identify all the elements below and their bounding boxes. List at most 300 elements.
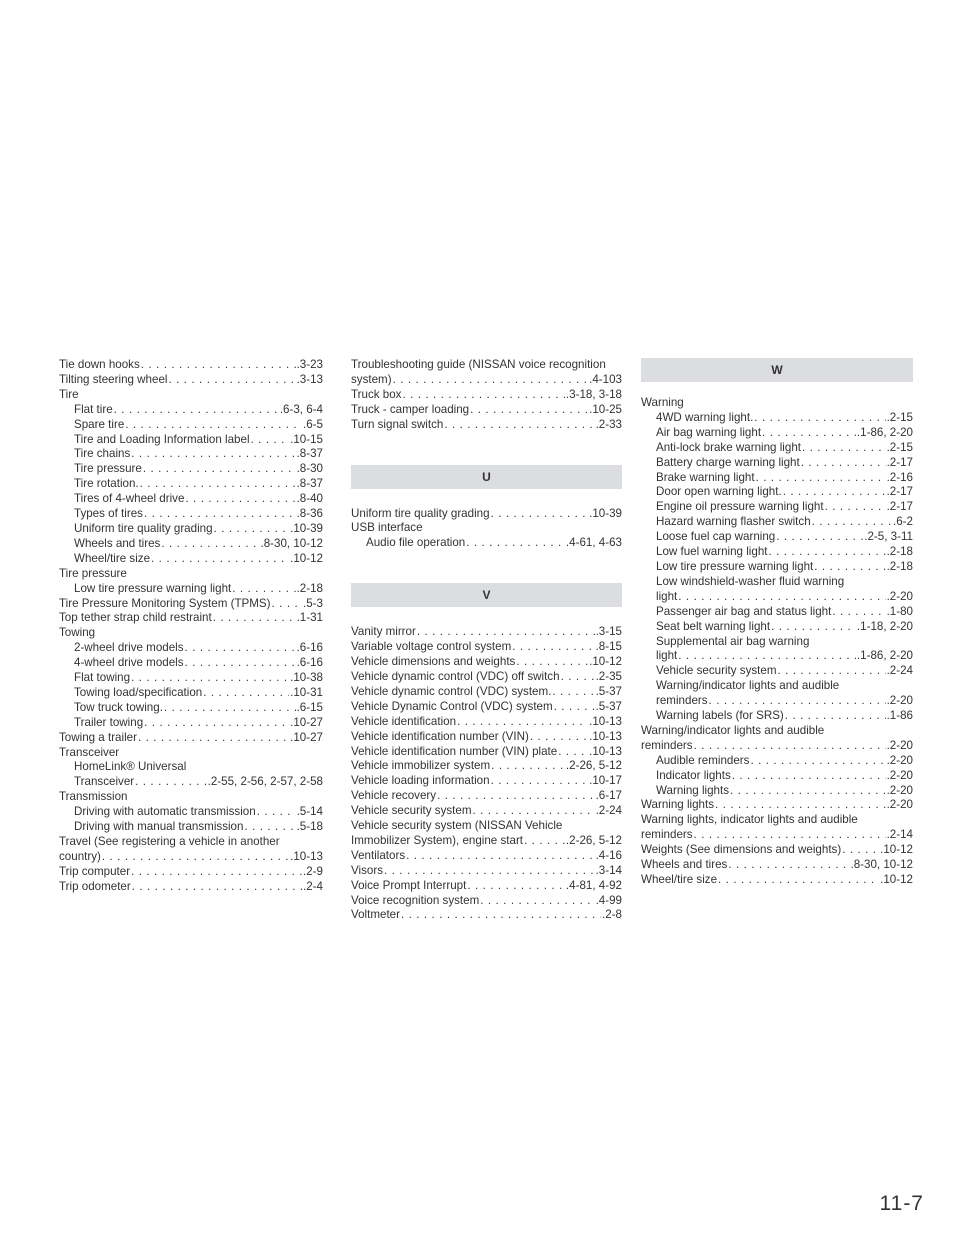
entry-term: Wheels and tires xyxy=(74,536,161,550)
entry-page-ref: .6-17 xyxy=(595,789,622,803)
entry-term: Flat towing xyxy=(74,671,131,685)
entry-term: Tires of 4-wheel drive xyxy=(74,492,185,506)
index-subentry xyxy=(59,686,323,701)
dot-leader xyxy=(131,671,289,686)
entry-term: Tire Pressure Monitoring System (TPMS) xyxy=(59,596,271,610)
entry-term: reminders xyxy=(641,828,693,842)
entry-page-ref: .3-23 xyxy=(296,358,323,371)
entry-page-ref: .3-18, 3-18 xyxy=(565,387,622,401)
dot-leader xyxy=(756,471,886,486)
index-entry xyxy=(351,388,622,403)
index-entry-heading: Travel (See registering a vehicle in another xyxy=(59,835,280,848)
section-header: W xyxy=(641,358,913,382)
index-entry xyxy=(641,828,913,843)
index-subentry xyxy=(59,507,323,522)
index-column-3 xyxy=(641,358,913,888)
entry-term: Vehicle dimensions and weights xyxy=(351,655,516,669)
entry-page-ref: .5-37 xyxy=(595,684,622,698)
dot-leader xyxy=(272,597,302,612)
entry-term: Vehicle identification number (VIN) xyxy=(351,729,529,743)
entry-term: Truck box xyxy=(351,387,402,401)
dot-leader xyxy=(244,820,295,835)
entry-page-ref: .2-33 xyxy=(595,417,622,431)
index-subentry xyxy=(641,560,913,575)
entry-term: Seat belt warning light xyxy=(656,619,771,633)
index-subentry xyxy=(59,701,323,716)
dot-leader xyxy=(135,775,206,790)
entry-term: system) xyxy=(351,372,392,386)
entry-term: Vehicle dynamic control (VDC) system. xyxy=(351,684,552,698)
entry-page-ref: .3-14 xyxy=(595,863,622,877)
section-header: V xyxy=(351,583,622,607)
dot-leader xyxy=(444,418,594,433)
entry-term: Audible reminders xyxy=(656,753,750,767)
dot-leader xyxy=(384,864,595,879)
index-subentry xyxy=(59,582,323,597)
entry-page-ref: .4-103 xyxy=(589,372,622,386)
entry-term: Anti-lock brake warning light xyxy=(656,440,801,454)
entry-page-ref: .2-15 xyxy=(886,440,913,454)
entry-page-ref: .2-5, 3-11 xyxy=(864,530,913,544)
dot-leader xyxy=(470,403,588,418)
entry-term: Vehicle immobilizer system xyxy=(351,759,491,773)
entry-page-ref: .10-39 xyxy=(589,506,622,520)
dot-leader xyxy=(530,730,588,745)
dot-leader xyxy=(694,828,886,843)
dot-leader xyxy=(232,582,295,597)
dot-leader xyxy=(678,649,856,664)
index-subentry xyxy=(59,641,323,656)
dot-leader xyxy=(168,373,295,388)
entry-page-ref: .2-17 xyxy=(886,485,913,499)
index-subentry xyxy=(641,426,913,441)
entry-term: Weights (See dimensions and weights) xyxy=(641,843,842,857)
entry-term: Indicator lights xyxy=(656,768,731,782)
entry-page-ref: .2-24 xyxy=(595,804,622,818)
dot-leader xyxy=(143,462,296,477)
entry-page-ref: .2-18 xyxy=(886,559,913,573)
entry-term: Ventilators xyxy=(351,848,406,862)
index-entry-heading: Warning xyxy=(641,396,684,409)
entry-page-ref: .2-20 xyxy=(886,694,913,708)
entry-page-ref: .2-20 xyxy=(886,738,913,752)
entry-term: Loose fuel cap warning xyxy=(656,530,776,544)
index-subentry xyxy=(59,775,323,790)
entry-term: Low tire pressure warning light xyxy=(656,559,814,573)
dot-leader xyxy=(125,418,302,433)
entry-term: Uniform tire quality grading xyxy=(74,521,213,535)
index-entry xyxy=(351,625,622,640)
page-number: 11-7 xyxy=(879,1192,924,1215)
index-subentry xyxy=(641,620,913,635)
index-subentry xyxy=(59,433,323,448)
dot-leader xyxy=(750,754,885,769)
index-entry xyxy=(351,745,622,760)
entry-term: light xyxy=(656,589,678,603)
entry-page-ref: .1-80 xyxy=(886,604,913,618)
entry-page-ref: .1-86, 2-20 xyxy=(856,649,913,663)
entry-term: Tire pressure xyxy=(74,462,142,476)
dot-leader xyxy=(491,759,565,774)
entry-page-ref: .3-13 xyxy=(296,372,323,386)
index-entry xyxy=(59,865,323,880)
entry-term: reminders xyxy=(641,738,693,752)
index-subentry xyxy=(641,664,913,679)
entry-term: Low tire pressure warning light xyxy=(74,581,232,595)
index-subentry xyxy=(59,820,323,835)
index-entry xyxy=(59,850,323,865)
entry-term: Towing a trailer xyxy=(59,730,137,744)
entry-term: Voice Prompt Interrupt xyxy=(351,878,467,892)
entry-page-ref: .2-18 xyxy=(296,581,323,595)
index-subentry xyxy=(59,492,323,507)
entry-page-ref: .10-17 xyxy=(589,774,622,788)
entry-term: Vehicle recovery xyxy=(351,789,437,803)
index-entry xyxy=(351,849,622,864)
dot-leader xyxy=(783,485,886,500)
entry-page-ref: .1-18, 2-20 xyxy=(856,619,913,633)
index-entry xyxy=(641,739,913,754)
index-subentry xyxy=(59,462,323,477)
index-subentry xyxy=(641,694,913,709)
index-entry xyxy=(351,894,622,909)
dot-leader xyxy=(138,731,289,746)
dot-leader xyxy=(437,789,595,804)
index-entry-heading: Towing xyxy=(59,626,96,640)
entry-page-ref: .4-16 xyxy=(595,848,622,862)
index-column-1 xyxy=(59,358,323,895)
index-subentry xyxy=(641,471,913,486)
index-subentry xyxy=(641,545,913,560)
dot-leader xyxy=(732,769,886,784)
entry-page-ref: .6-2 xyxy=(893,515,913,529)
index-entry-heading: Tire pressure xyxy=(59,566,127,580)
index-entry xyxy=(351,774,622,789)
entry-page-ref: .10-39 xyxy=(290,521,323,535)
entry-page-ref: .2-24 xyxy=(886,664,913,678)
dot-leader xyxy=(842,843,879,858)
dot-leader xyxy=(114,403,279,418)
entry-term: Top tether strap child restraint xyxy=(59,611,212,625)
entry-term: Immobilizer System), engine start xyxy=(351,833,524,847)
dot-leader xyxy=(825,500,886,515)
dot-leader xyxy=(771,620,856,635)
dot-leader xyxy=(754,411,885,426)
dot-leader xyxy=(709,694,886,709)
index-subentry xyxy=(59,671,323,686)
index-entry-heading: Warning lights, indicator lights and audible xyxy=(641,813,858,827)
entry-term: Battery charge warning light xyxy=(656,455,800,469)
entry-page-ref: .2-20 xyxy=(886,768,913,782)
dot-leader xyxy=(561,670,595,685)
dot-leader xyxy=(141,358,296,373)
entry-term: Warning lights xyxy=(641,798,715,812)
index-entry xyxy=(641,873,913,888)
entry-page-ref: .10-12 xyxy=(589,655,622,669)
dot-leader xyxy=(554,700,595,715)
entry-term: Low fuel warning light xyxy=(656,545,768,559)
index-subentry-heading: Low windshield-washer fluid warning xyxy=(656,574,845,588)
entry-term: Passenger air bag and status light xyxy=(656,604,832,618)
index-entry xyxy=(59,597,323,612)
entry-term: Hazard warning flasher switch xyxy=(656,515,811,529)
dot-leader xyxy=(473,804,595,819)
index-entry xyxy=(351,418,622,433)
dot-leader xyxy=(491,507,589,522)
entry-page-ref: .8-36 xyxy=(296,507,323,521)
entry-term: 2-wheel drive models xyxy=(74,641,184,655)
entry-term: Vehicle identification number (VIN) plate xyxy=(351,744,558,758)
entry-page-ref: .2-16 xyxy=(886,470,913,484)
index-subentry xyxy=(351,536,622,551)
index-subentry xyxy=(59,552,323,567)
index-entry-heading: Tire xyxy=(59,387,79,401)
entry-page-ref: .10-27 xyxy=(290,730,323,744)
entry-term: Warning labels (for SRS) xyxy=(656,709,784,723)
dot-leader xyxy=(762,426,856,441)
entry-term: Vehicle security system xyxy=(351,804,472,818)
entry-page-ref: .8-30 xyxy=(296,462,323,476)
entry-term: Tire chains xyxy=(74,447,131,461)
entry-page-ref: .1-86 xyxy=(886,709,913,723)
entry-term: reminders xyxy=(656,694,708,708)
dot-leader xyxy=(144,716,289,731)
index-entry xyxy=(351,670,622,685)
dot-leader xyxy=(164,701,296,716)
dot-leader xyxy=(778,664,886,679)
dot-leader xyxy=(524,834,565,849)
index-subentry xyxy=(641,769,913,784)
entry-page-ref: .8-37 xyxy=(296,447,323,461)
entry-term: Tire and Loading Information label xyxy=(74,432,250,446)
index-entry-heading: Troubleshooting guide (NISSAN voice recognition xyxy=(351,358,606,371)
dot-leader xyxy=(140,477,296,492)
dot-leader xyxy=(785,709,886,724)
entry-term: Truck - camper loading xyxy=(351,402,470,416)
dot-leader xyxy=(257,805,296,820)
entry-term: Vehicle security system xyxy=(656,664,777,678)
entry-term: Transceiver xyxy=(74,775,135,789)
entry-page-ref: .1-86, 2-20 xyxy=(856,425,913,439)
entry-page-ref: .10-13 xyxy=(589,744,622,758)
spacer xyxy=(351,551,622,583)
index-subentry xyxy=(59,477,323,492)
index-entry xyxy=(351,834,622,849)
dot-leader xyxy=(776,530,863,545)
entry-term: 4-wheel drive models xyxy=(74,656,184,670)
index-entry xyxy=(351,403,622,418)
entry-page-ref: .2-4 xyxy=(303,879,323,893)
entry-term: Trip computer xyxy=(59,864,131,878)
entry-term: Types of tires xyxy=(74,507,143,521)
dot-leader xyxy=(715,798,886,813)
index-subentry xyxy=(641,411,913,426)
entry-page-ref: .8-37 xyxy=(296,477,323,491)
index-subentry xyxy=(641,530,913,545)
entry-page-ref: .2-20 xyxy=(886,589,913,603)
index-entry xyxy=(351,804,622,819)
dot-leader xyxy=(718,873,879,888)
entry-term: Vehicle Dynamic Control (VDC) system xyxy=(351,699,553,713)
dot-leader xyxy=(393,373,589,388)
spacer xyxy=(351,607,622,625)
entry-term: Warning lights xyxy=(656,783,730,797)
dot-leader xyxy=(678,590,885,605)
dot-leader xyxy=(516,655,588,670)
dot-leader xyxy=(466,536,565,551)
entry-page-ref: .5-14 xyxy=(296,805,323,819)
index-subentry xyxy=(59,716,323,731)
index-subentry xyxy=(59,403,323,418)
index-entry-heading: Transmission xyxy=(59,790,128,804)
index-subentry-heading: Warning/indicator lights and audible xyxy=(656,679,840,693)
index-subentry xyxy=(59,537,323,552)
entry-term: Wheel/tire size xyxy=(74,551,151,565)
entry-term: Vehicle dynamic control (VDC) off switch xyxy=(351,669,560,683)
index-entry xyxy=(351,655,622,670)
entry-page-ref: .6-5 xyxy=(303,417,323,431)
entry-page-ref: .8-30, 10-12 xyxy=(850,858,913,872)
spacer xyxy=(351,489,622,507)
entry-term: Visors xyxy=(351,863,384,877)
index-entry xyxy=(351,715,622,730)
entry-term: Vanity mirror xyxy=(351,625,416,639)
entry-term: Door open warning light. xyxy=(656,485,782,499)
index-subentry xyxy=(59,447,323,462)
dot-leader xyxy=(161,537,259,552)
index-subentry xyxy=(641,456,913,471)
dot-leader xyxy=(769,545,886,560)
entry-term: Wheel/tire size xyxy=(641,873,718,886)
dot-leader xyxy=(102,850,289,865)
entry-page-ref: .10-38 xyxy=(290,671,323,685)
entry-term: Driving with automatic transmission xyxy=(74,805,256,819)
entry-page-ref: .2-17 xyxy=(886,455,913,469)
entry-term: light xyxy=(656,649,678,663)
index-subentry xyxy=(641,605,913,620)
entry-term: Turn signal switch xyxy=(351,417,444,431)
entry-term: Air bag warning light xyxy=(656,425,762,439)
entry-term: Tire rotation. xyxy=(74,477,139,491)
index-entry xyxy=(351,373,622,388)
dot-leader xyxy=(406,849,594,864)
dot-leader xyxy=(132,880,302,895)
entry-term: Brake warning light xyxy=(656,470,755,484)
dot-leader xyxy=(512,640,594,655)
dot-leader xyxy=(131,865,302,880)
index-subentry xyxy=(641,515,913,530)
dot-leader xyxy=(467,879,565,894)
index-entry xyxy=(351,759,622,774)
index-subentry xyxy=(59,805,323,820)
dot-leader xyxy=(213,611,296,626)
index-entry xyxy=(59,373,323,388)
dot-leader xyxy=(814,560,885,575)
entry-term: country) xyxy=(59,849,101,863)
entry-term: Trip odometer xyxy=(59,879,131,893)
index-entry xyxy=(59,358,323,373)
dot-leader xyxy=(832,605,885,620)
index-subentry xyxy=(641,754,913,769)
entry-page-ref: .1-31 xyxy=(296,611,323,625)
index-entry xyxy=(351,507,622,522)
section-header: U xyxy=(351,465,622,489)
entry-page-ref: .2-14 xyxy=(886,828,913,842)
entry-term: Voice recognition system xyxy=(351,893,480,907)
entry-term: Engine oil pressure warning light xyxy=(656,500,824,514)
entry-page-ref: .6-3, 6-4 xyxy=(279,402,323,416)
entry-term: Flat tire xyxy=(74,402,113,416)
index-subentry xyxy=(641,649,913,664)
index-subentry-heading: HomeLink® Universal xyxy=(74,760,187,774)
entry-page-ref: .10-13 xyxy=(290,849,323,863)
index-entry xyxy=(59,880,323,895)
entry-page-ref: .6-15 xyxy=(296,700,323,714)
entry-term: Wheels and tires xyxy=(641,858,728,872)
index-entry-heading: Warning/indicator lights and audible xyxy=(641,723,825,737)
dot-leader xyxy=(457,715,588,730)
entry-term: Driving with manual transmission xyxy=(74,820,244,834)
dot-leader xyxy=(728,858,849,873)
index-column-2 xyxy=(351,358,622,923)
index-entry xyxy=(641,858,913,873)
entry-page-ref: .2-17 xyxy=(886,500,913,514)
entry-page-ref: .10-15 xyxy=(290,432,323,446)
entry-page-ref: .4-61, 4-63 xyxy=(565,536,622,550)
entry-term: Tow truck towing. xyxy=(74,700,163,714)
dot-leader xyxy=(401,908,601,923)
entry-page-ref: .10-12 xyxy=(880,873,913,886)
entry-page-ref: .2-55, 2-56, 2-57, 2-58 xyxy=(207,775,323,789)
entry-term: Vehicle identification xyxy=(351,714,457,728)
entry-page-ref: .2-9 xyxy=(303,864,323,878)
entry-page-ref: .10-13 xyxy=(589,714,622,728)
entry-term: Spare tire xyxy=(74,417,125,431)
dot-leader xyxy=(801,456,886,471)
entry-page-ref: .10-25 xyxy=(589,402,622,416)
dot-leader xyxy=(151,552,289,567)
index-entry xyxy=(59,731,323,746)
entry-page-ref: .5-3 xyxy=(303,596,323,610)
dot-leader xyxy=(203,686,289,701)
index-entry xyxy=(351,730,622,745)
entry-page-ref: .5-18 xyxy=(296,820,323,834)
entry-page-ref: .5-37 xyxy=(595,699,622,713)
entry-term: Trailer towing xyxy=(74,715,144,729)
entry-term: Tilting steering wheel xyxy=(59,372,168,386)
dot-leader xyxy=(417,625,595,640)
entry-term: Variable voltage control system xyxy=(351,640,512,654)
dot-leader xyxy=(558,745,588,760)
entry-page-ref: .10-13 xyxy=(589,729,622,743)
entry-page-ref: .2-8 xyxy=(602,908,622,922)
dot-leader xyxy=(402,388,564,403)
index-entry-heading: Vehicle security system (NISSAN Vehicle xyxy=(351,819,563,833)
dot-leader xyxy=(730,784,886,799)
index-subentry xyxy=(59,418,323,433)
dot-leader xyxy=(144,507,296,522)
index-entry xyxy=(351,864,622,879)
dot-leader xyxy=(480,894,594,909)
entry-page-ref: .10-12 xyxy=(880,843,913,857)
dot-leader xyxy=(131,447,295,462)
index-subentry xyxy=(59,656,323,671)
index-subentry xyxy=(59,522,323,537)
dot-leader xyxy=(812,515,892,530)
dot-leader xyxy=(251,433,290,448)
index-entry-heading: USB interface xyxy=(351,521,423,535)
dot-leader xyxy=(552,685,594,700)
